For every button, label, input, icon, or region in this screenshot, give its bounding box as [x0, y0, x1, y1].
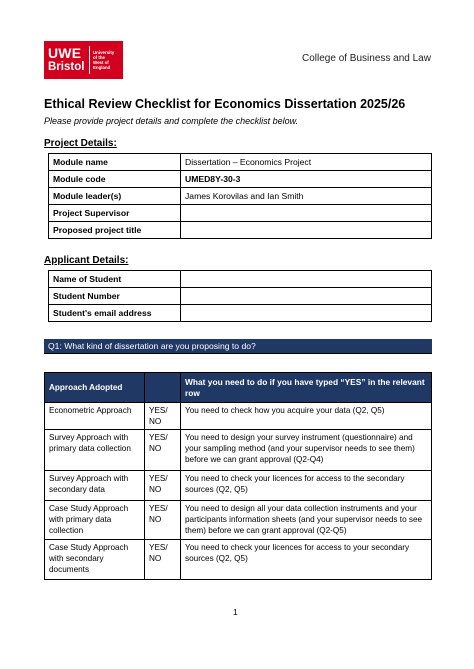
- applicant-details-table: [48, 270, 432, 322]
- approach-table: [44, 372, 432, 580]
- table-row: [45, 540, 432, 580]
- table-header-row: [45, 373, 432, 403]
- header-yes-no: [145, 373, 181, 403]
- yes-no-field[interactable]: YES/ NO: [145, 540, 181, 580]
- project-title-field[interactable]: [181, 222, 432, 239]
- logo-side-line: England: [93, 65, 111, 71]
- page-number: 1: [233, 607, 238, 617]
- logo-divider: [89, 46, 90, 74]
- project-details-table: [48, 153, 432, 239]
- table-row: [49, 271, 432, 288]
- action-cell: You need to design your survey instrument (questionnaire) and your sampling method (and your supervisor needs to see them) before we can grant approval (Q2-Q4): [181, 430, 432, 471]
- header-action: What you need to do if you have typed “YES” in the relevant row: [181, 373, 432, 403]
- field-label: Module name: [49, 154, 181, 171]
- yes-no-field[interactable]: YES/ NO: [145, 501, 181, 540]
- table-row: [45, 430, 432, 471]
- student-name-field[interactable]: [181, 271, 432, 288]
- table-row: [49, 305, 432, 322]
- action-cell: You need to check your licences for access to your secondary sources (Q2, Q5): [181, 540, 432, 580]
- logo-side-line: University: [93, 49, 115, 55]
- field-label: Module code: [49, 171, 181, 188]
- logo-text-uwe: UWE: [48, 45, 82, 61]
- table-row: [49, 288, 432, 305]
- logo-side-line: West of: [93, 60, 109, 65]
- table-row: [49, 188, 432, 205]
- logo-text-bristol: Bristol: [48, 61, 85, 73]
- table-row: [49, 154, 432, 171]
- field-label: Name of Student: [49, 271, 181, 288]
- module-name-field[interactable]: Dissertation – Economics Project: [181, 154, 432, 171]
- uwe-bristol-logo: [44, 41, 123, 79]
- module-code-field[interactable]: UMED8Y-30-3: [181, 171, 432, 188]
- table-row: [45, 501, 432, 540]
- college-name: College of Business and Law: [302, 53, 431, 64]
- field-label: Project Supervisor: [49, 205, 181, 222]
- logo-university-text: [93, 50, 114, 71]
- project-details-heading: Project Details:: [44, 138, 117, 149]
- project-supervisor-field[interactable]: [181, 205, 432, 222]
- approach-cell: Survey Approach with secondary data: [45, 471, 145, 501]
- action-cell: You need to check your licences for access to the secondary sources (Q2, Q5): [181, 471, 432, 501]
- table-row: [49, 205, 432, 222]
- module-leader-field[interactable]: James Korovilas and Ian Smith: [181, 188, 432, 205]
- table-row: [49, 222, 432, 239]
- yes-no-field[interactable]: YES/ NO: [145, 430, 181, 471]
- approach-cell: Case Study Approach with primary data collection: [45, 501, 145, 540]
- approach-cell: Survey Approach with primary data collection: [45, 430, 145, 471]
- approach-cell: Econometric Approach: [45, 403, 145, 430]
- student-number-field[interactable]: [181, 288, 432, 305]
- logo-side-line: of the: [93, 54, 105, 60]
- field-label: Proposed project title: [49, 222, 181, 239]
- approach-cell: Case Study Approach with secondary documents: [45, 540, 145, 580]
- action-cell: You need to design all your data collection instruments and your participants information sheets (and your supervisor needs to see them) before we can grant approval (Q2-Q5): [181, 501, 432, 540]
- table-row: [45, 471, 432, 501]
- student-email-field[interactable]: [181, 305, 432, 322]
- document-subtitle: Please provide project details and complete the checklist below.: [44, 116, 299, 126]
- applicant-details-heading: Applicant Details:: [44, 255, 129, 266]
- question-1-bar: Q1: What kind of dissertation are you proposing to do?: [44, 339, 432, 354]
- yes-no-field[interactable]: YES/ NO: [145, 471, 181, 501]
- field-label: Student's email address: [49, 305, 181, 322]
- header-approach: Approach Adopted: [45, 373, 145, 403]
- table-row: [45, 403, 432, 430]
- yes-no-field[interactable]: YES/ NO: [145, 403, 181, 430]
- action-cell: You need to check how you acquire your data (Q2, Q5): [181, 403, 432, 430]
- field-label: Student Number: [49, 288, 181, 305]
- document-title: Ethical Review Checklist for Economics Dissertation 2025/26: [44, 97, 406, 111]
- field-label: Module leader(s): [49, 188, 181, 205]
- table-row: [49, 171, 432, 188]
